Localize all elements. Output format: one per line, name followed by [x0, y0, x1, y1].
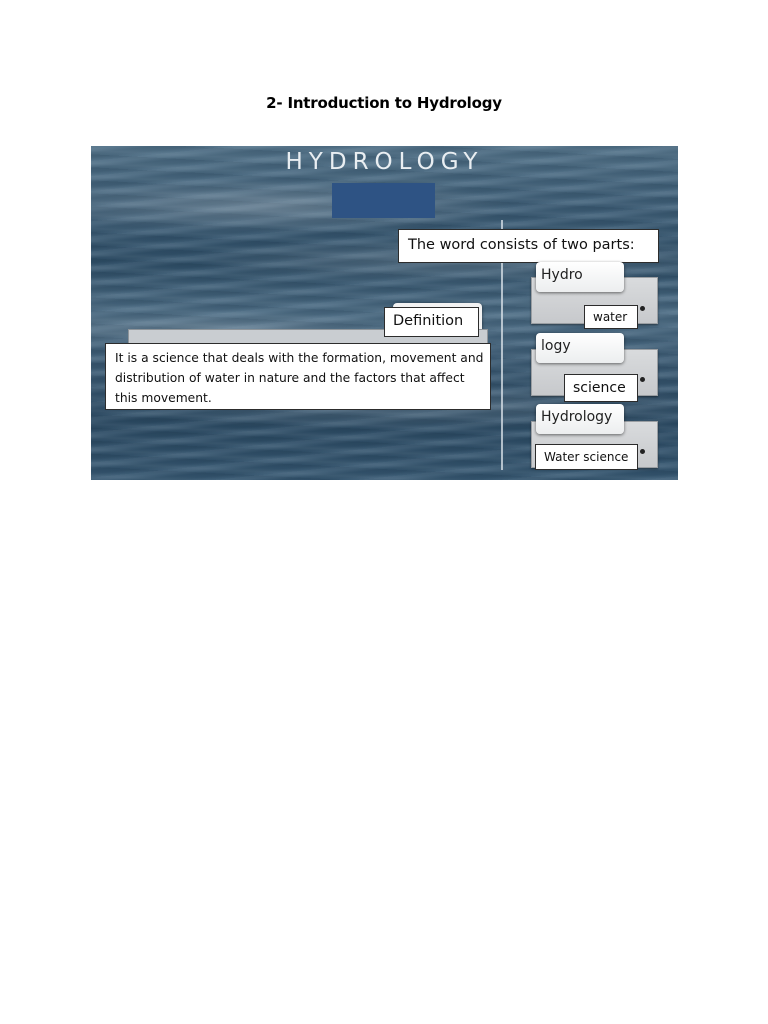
- bullet-icon: [640, 449, 645, 454]
- slide-title: HYDROLOGY: [285, 149, 484, 175]
- hydrology-slide-image: [91, 146, 678, 480]
- parts-intro-box: The word consists of two parts:: [398, 229, 659, 263]
- bullet-icon: [640, 377, 645, 382]
- part-meaning-logy: science: [564, 374, 638, 402]
- part-word-hydrology: Hydrology: [536, 404, 624, 434]
- part-meaning-hydro: water: [584, 305, 638, 329]
- definition-text: It is a science that deals with the formation, movement and distribution of water in nature and the factors that affect this movement.: [105, 343, 491, 410]
- part-word-hydro: Hydro: [536, 262, 624, 292]
- definition-label: Definition: [384, 307, 479, 337]
- part-word-logy: logy: [536, 333, 624, 363]
- document-heading: 2- Introduction to Hydrology: [266, 94, 502, 112]
- bullet-icon: [640, 306, 645, 311]
- part-meaning-hydrology: Water science: [535, 444, 638, 470]
- title-accent-bar: [332, 183, 435, 218]
